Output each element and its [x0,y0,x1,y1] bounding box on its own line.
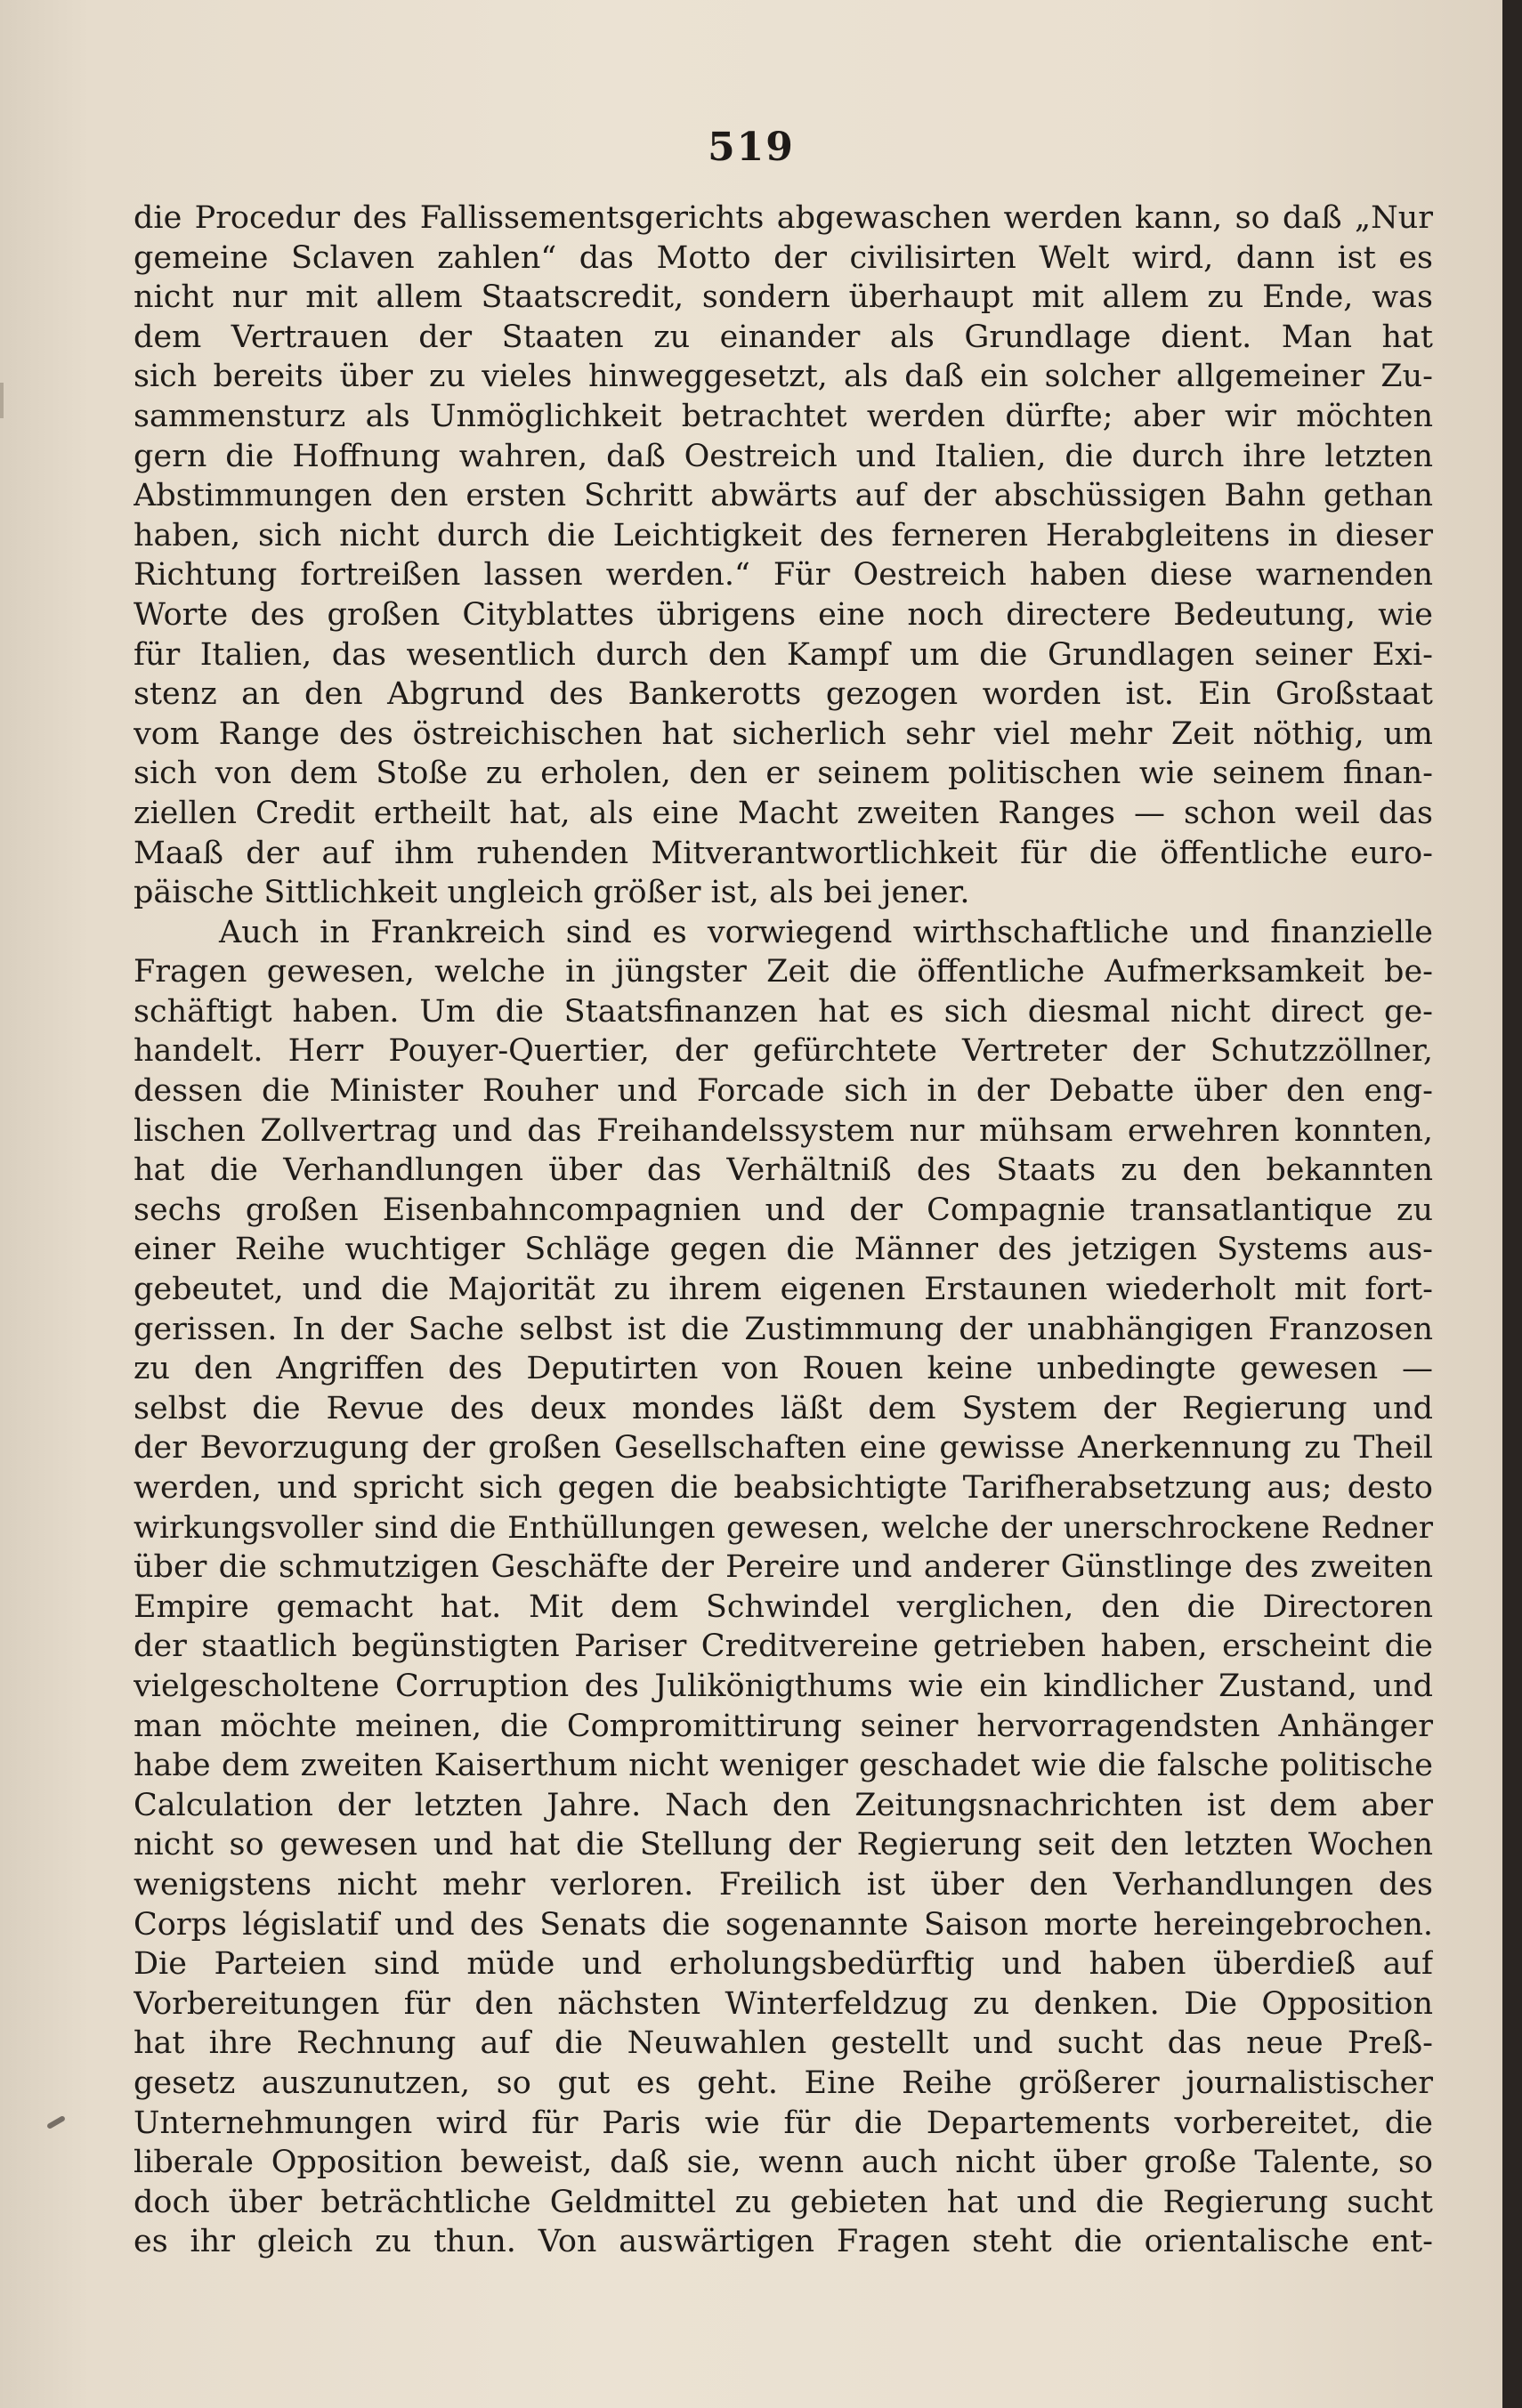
text-line: der Bevorzugung der großen Gesellschaften eine gewisse Anerkennung zu Theil [134,1430,1433,1467]
scan-shadow [0,383,4,418]
text-line: über die schmutzigen Geschäfte der Pereire und anderer Günstlinge des zweiten [134,1549,1433,1586]
text-line: nicht nur mit allem Staatscredit, sondern überhaupt mit allem zu Ende, was [134,279,1433,316]
text-line: zu den Angriffen des Deputirten von Rouen keine unbedingte gewesen — [134,1351,1433,1387]
text-line: hat die Verhandlungen über das Verhältniß des Staats zu den bekannten [134,1152,1433,1189]
text-line: Richtung fortreißen lassen werden.“ Für Oestreich haben diese warnenden [134,557,1433,594]
text-line: einer Reihe wuchtiger Schläge gegen die Männer des jetzigen Systems aus- [134,1232,1433,1268]
text-line: dessen die Minister Rouher und Forcade sich in der Debatte über den eng- [134,1073,1433,1110]
text-line: dem Vertrauen der Staaten zu einander als Grundlage dient. Man hat [134,319,1433,355]
text-line: gemeine Sclaven zahlen“ das Motto der civilisirten Welt wird, dann ist es [134,239,1433,276]
body-text [134,198,1433,2262]
text-line: doch über beträchtliche Geldmittel zu gebieten hat und die Regierung sucht [134,2184,1433,2220]
text-line: man möchte meinen, die Compromittirung seiner hervorragendsten Anhänger [134,1708,1433,1744]
text-line: werden, und spricht sich gegen die beabsichtigte Tarifherabsetzung aus; desto [134,1470,1433,1506]
text-line: vom Range des östreichischen hat sicherlich sehr viel mehr Zeit nöthig, um [134,715,1433,752]
text-line: wirkungsvoller sind die Enthüllungen gewesen, welche der unerschrockene Redner [134,1509,1433,1546]
text-line: für Italien, das wesentlich durch den Kampf um die Grundlagen seiner Exi- [134,636,1433,673]
text-line: die Procedur des Fallissementsgerichts abgewaschen werden kann, so daß „Nur [134,200,1433,236]
text-line: lischen Zollvertrag und das Freihandelssystem nur mühsam erwehren konnten, [134,1112,1433,1149]
text-line: liberale Opposition beweist, daß sie, wenn auch nicht über große Talente, so [134,2145,1433,2181]
text-line: vielgescholtene Corruption des Julikönigthums wie ein kindlicher Zustand, und [134,1668,1433,1704]
text-line: Worte des großen Cityblattes übrigens eine noch directere Bedeutung, wie [134,596,1433,633]
text-line: haben, sich nicht durch die Leichtigkeit des ferneren Herabgleitens in dieser [134,517,1433,554]
text-line: gesetz auszunutzen, so gut es geht. Eine Reihe größerer journalistischer [134,2065,1433,2101]
text-line: der staatlich begünstigten Pariser Creditvereine getrieben haben, erscheint die [134,1628,1433,1665]
text-line: Maaß der auf ihm ruhenden Mitverantwortlichkeit für die öffentliche euro- [134,835,1433,871]
paragraph-start-line: Auch in Frankreich sind es vorwiegend wirthschaftliche und finanzielle [219,914,1433,950]
text-line: sich bereits über zu vieles hinweggesetzt, als daß ein solcher allgemeiner Zu- [134,359,1433,395]
text-line: Calculation der letzten Jahre. Nach den Zeitungsnachrichten ist dem aber [134,1787,1433,1823]
text-line: wenigstens nicht mehr verloren. Freilich ist über den Verhandlungen des [134,1866,1433,1903]
text-line: sich von dem Stoße zu erholen, den er seinem politischen wie seinem finan- [134,756,1433,792]
text-line: Die Parteien sind müde und erholungsbedürftig und haben überdieß auf [134,1946,1433,1983]
text-line: Unternehmungen wird für Paris wie für die Departements vorbereitet, die [134,2105,1433,2141]
text-line: Vorbereitungen für den nächsten Winterfeldzug zu denken. Die Opposition [134,1985,1433,2022]
text-line: sammensturz als Unmöglichkeit betrachtet werden dürfte; aber wir möchten [134,398,1433,434]
text-line: Empire gemacht hat. Mit dem Schwindel verglichen, den die Directoren [134,1588,1433,1625]
page-number: 519 [708,125,795,170]
text-line: selbst die Revue des deux mondes läßt dem System der Regierung und [134,1390,1433,1426]
text-line: sechs großen Eisenbahncompagnien und der Compagnie transatlantique zu [134,1192,1433,1228]
text-line: Fragen gewesen, welche in jüngster Zeit die öffentliche Aufmerksamkeit be- [134,954,1433,990]
text-line: gebeutet, und die Majorität zu ihrem eigenen Erstaunen wiederholt mit fort- [134,1272,1433,1308]
text-line: schäftigt haben. Um die Staatsfinanzen hat es sich diesmal nicht direct ge- [134,993,1433,1030]
text-line: hat ihre Rechnung auf die Neuwahlen gestellt und sucht das neue Preß- [134,2025,1433,2062]
text-line: stenz an den Abgrund des Bankerotts gezogen worden ist. Ein Großstaat [134,676,1433,713]
pencil-mark [46,2115,66,2129]
text-line: Abstimmungen den ersten Schritt abwärts auf der abschüssigen Bahn gethan [134,478,1433,514]
text-line: es ihr gleich zu thun. Von auswärtigen Fragen steht die orientalische ent- [134,2224,1433,2260]
text-line: gerissen. In der Sache selbst ist die Zustimmung der unabhängigen Franzosen [134,1311,1433,1347]
text-line: handelt. Herr Pouyer-Quertier, der gefürchtete Vertreter der Schutzzöllner, [134,1033,1433,1070]
text-line: habe dem zweiten Kaiserthum nicht weniger geschadet wie die falsche politische [134,1748,1433,1784]
text-line: päische Sittlichkeit ungleich größer ist, als bei jener. [134,875,970,911]
scan-border [1502,0,1522,2408]
text-line: ziellen Credit ertheilt hat, als eine Macht zweiten Ranges — schon weil das [134,795,1433,831]
text-line: gern die Hoffnung wahren, daß Oestreich und Italien, die durch ihre letzten [134,438,1433,474]
text-line: nicht so gewesen und hat die Stellung der Regierung seit den letzten Wochen [134,1827,1433,1863]
text-line: Corps législatif und des Senats die sogenannte Saison morte hereingebrochen. [134,1906,1433,1943]
